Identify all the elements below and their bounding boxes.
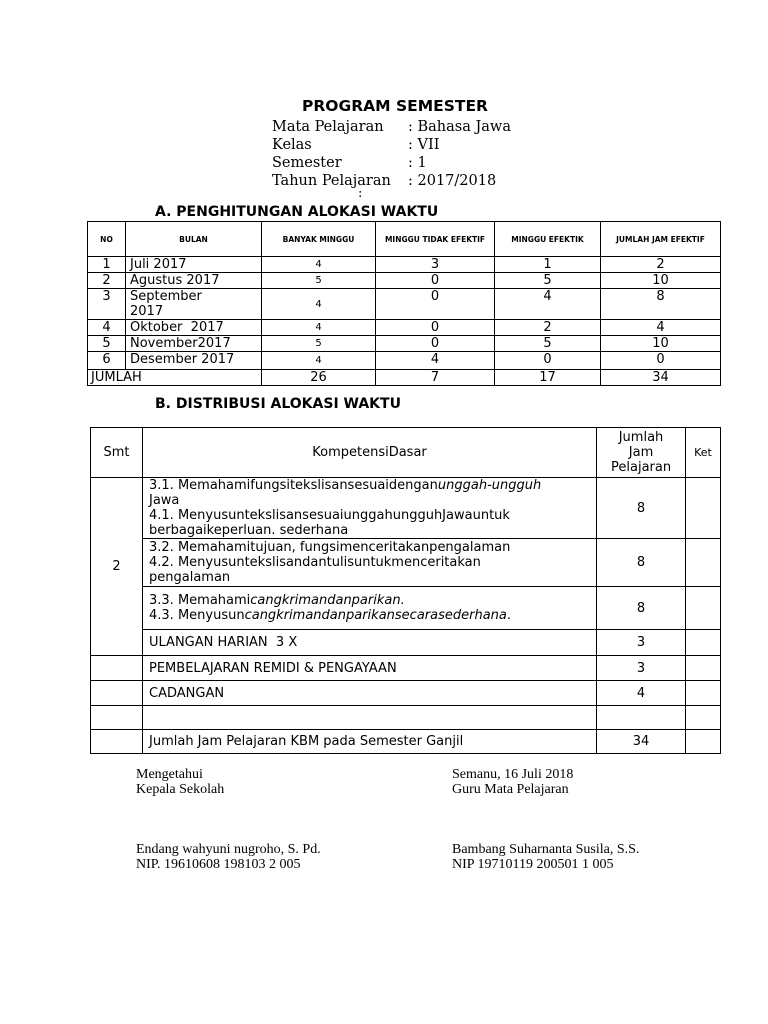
signature-left-nip: NIP. 19610608 198103 2 005 bbox=[136, 857, 301, 872]
cell-bulan: Desember 2017 bbox=[126, 352, 262, 370]
info-label: Mata Pelajaran bbox=[272, 119, 384, 135]
table-row-empty bbox=[91, 706, 721, 730]
info-row-kelas bbox=[272, 136, 439, 154]
table-row bbox=[91, 587, 721, 630]
cell-jumlah-jam: 2 bbox=[601, 257, 721, 273]
cell-bulan: Agustus 2017 bbox=[126, 273, 262, 289]
cell-jumlah-jam: 8 bbox=[597, 587, 686, 630]
cell-ket bbox=[686, 656, 721, 681]
cell-bulan: September 2017 bbox=[126, 289, 262, 320]
cell-banyak-minggu: 4 bbox=[262, 352, 376, 370]
cell-ket bbox=[686, 478, 721, 539]
cell-jumlah-label: Jumlah Jam Pelajaran KBM pada Semester Ganjil bbox=[143, 730, 597, 754]
cell-minggu-efektif: 5 bbox=[495, 336, 601, 352]
cell-minggu-tidak-efektif: 0 bbox=[376, 320, 495, 336]
kd-line: 4.1. MenyusuntekslisansesuaiunggahungguhJawauntuk bbox=[149, 508, 510, 523]
kd-line bbox=[149, 593, 591, 608]
signature-right-name: Bambang Suharnanta Susila, S.S. bbox=[452, 842, 640, 857]
kd-text: 3.3. Memahami bbox=[149, 593, 251, 608]
cell-minggu-efektif: 5 bbox=[495, 273, 601, 289]
cell-kompetensi-dasar bbox=[143, 478, 597, 539]
info-label: Tahun Pelajaran bbox=[272, 173, 391, 189]
kd-text: 3.1. Memahamifungsitekslisansesuaidengan bbox=[149, 478, 438, 493]
cell-bulan: November2017 bbox=[126, 336, 262, 352]
cell-smt: 2 bbox=[91, 478, 143, 656]
header-jumlah-jam-efektif: JUMLAH JAM EFEKTIF bbox=[601, 222, 721, 257]
cell-smt-empty bbox=[91, 730, 143, 754]
info-label: Semester bbox=[272, 155, 342, 171]
section-a-heading: A. PENGHITUNGAN ALOKASI WAKTU bbox=[155, 204, 439, 220]
cell-empty bbox=[91, 706, 143, 730]
cell-empty bbox=[686, 706, 721, 730]
header-no: NO bbox=[88, 222, 126, 257]
header-ket: Ket bbox=[686, 428, 721, 478]
table-total-row bbox=[91, 730, 721, 754]
cell-no: 4 bbox=[88, 320, 126, 336]
signature-right-line1: Semanu, 16 Juli 2018 bbox=[452, 767, 574, 782]
table-row bbox=[91, 539, 721, 587]
cell-minggu-tidak-efektif: 0 bbox=[376, 273, 495, 289]
header-banyak-minggu: BANYAK MINGGU bbox=[262, 222, 376, 257]
cell-minggu-efektif: 4 bbox=[495, 289, 601, 320]
header-kompetensi-dasar: KompetensiDasar bbox=[143, 428, 597, 478]
distribution-table bbox=[90, 427, 721, 754]
cell-minggu-efektif: 2 bbox=[495, 320, 601, 336]
table-total-row bbox=[88, 370, 721, 386]
kd-text: . bbox=[506, 608, 512, 623]
cell-jumlah-jam: 0 bbox=[601, 352, 721, 370]
kd-line: berbagaikeperluan. sederhana bbox=[149, 523, 349, 538]
cell-minggu-tidak-efektif: 0 bbox=[376, 336, 495, 352]
cell-jumlah-jam: 3 bbox=[597, 630, 686, 656]
info-label: Kelas bbox=[272, 137, 312, 153]
cell-jumlah-jam: 8 bbox=[601, 289, 721, 320]
cell-ulangan-harian: ULANGAN HARIAN 3 X bbox=[143, 630, 597, 656]
cell-jumlah-jam: 10 bbox=[601, 336, 721, 352]
cell-banyak-minggu: 4 bbox=[262, 320, 376, 336]
allocation-table bbox=[87, 221, 721, 386]
table-row bbox=[91, 656, 721, 681]
cell-minggu-tidak-efektif: 0 bbox=[376, 289, 495, 320]
kd-text: 4.3. Menyusun bbox=[149, 608, 245, 623]
cell-no: 6 bbox=[88, 352, 126, 370]
table-row bbox=[91, 630, 721, 656]
info-row-tahun-pelajaran bbox=[272, 172, 496, 190]
cell-jumlah-jam: 8 bbox=[597, 478, 686, 539]
cell-minggu-tidak-efektif: 4 bbox=[376, 352, 495, 370]
cell-banyak-minggu: 4 bbox=[262, 289, 376, 320]
kd-text-italic: cangkrimandanparikan. bbox=[250, 593, 405, 608]
cell-jumlah-jam: 8 bbox=[597, 539, 686, 587]
table-header-row bbox=[91, 428, 721, 478]
cell-bulan: Juli 2017 bbox=[126, 257, 262, 273]
cell-ket bbox=[686, 539, 721, 587]
cell-no: 1 bbox=[88, 257, 126, 273]
cell-remidi-pengayaan: PEMBELAJARAN REMIDI & PENGAYAAN bbox=[143, 656, 597, 681]
cell-no: 5 bbox=[88, 336, 126, 352]
cell-cadangan: CADANGAN bbox=[143, 681, 597, 706]
table-row bbox=[88, 273, 721, 289]
kd-line: Jawa bbox=[149, 493, 180, 508]
header-bulan: BULAN bbox=[126, 222, 262, 257]
cell-jumlah-jam: 10 bbox=[601, 273, 721, 289]
section-b-heading: B. DISTRIBUSI ALOKASI WAKTU bbox=[155, 396, 401, 412]
cell-total-label: JUMLAH bbox=[88, 370, 262, 386]
kd-line bbox=[149, 608, 591, 623]
cell-empty bbox=[143, 706, 597, 730]
cell-total-banyak-minggu: 26 bbox=[262, 370, 376, 386]
signature-left-line1: Mengetahui bbox=[136, 767, 203, 782]
cell-minggu-efektif: 1 bbox=[495, 257, 601, 273]
signature-right-line2: Guru Mata Pelajaran bbox=[452, 782, 569, 797]
info-row-mata-pelajaran bbox=[272, 118, 511, 136]
cell-jumlah-jam: 4 bbox=[597, 681, 686, 706]
table-row bbox=[91, 681, 721, 706]
cell-minggu-efektif: 0 bbox=[495, 352, 601, 370]
cell-bulan: Oktober 2017 bbox=[126, 320, 262, 336]
table-header-row bbox=[88, 222, 721, 257]
cell-ket bbox=[686, 587, 721, 630]
info-row-semester bbox=[272, 154, 427, 172]
kd-line bbox=[149, 478, 591, 493]
signature-left-name: Endang wahyuni nugroho, S. Pd. bbox=[136, 842, 321, 857]
cell-empty bbox=[597, 706, 686, 730]
table-row bbox=[88, 320, 721, 336]
info-value: : 2017/2018 bbox=[408, 173, 497, 189]
kd-text-italic: unggah-ungguh bbox=[437, 478, 542, 493]
info-value: : VII bbox=[408, 137, 440, 153]
info-value: : 1 bbox=[408, 155, 427, 171]
signature-left-line2: Kepala Sekolah bbox=[136, 782, 225, 797]
cell-kompetensi-dasar bbox=[143, 587, 597, 630]
cell-ket bbox=[686, 730, 721, 754]
cell-jumlah-total: 34 bbox=[597, 730, 686, 754]
info-value: : Bahasa Jawa bbox=[408, 119, 511, 135]
cell-minggu-tidak-efektif: 3 bbox=[376, 257, 495, 273]
cell-smt-empty bbox=[91, 681, 143, 706]
cell-no: 2 bbox=[88, 273, 126, 289]
cell-banyak-minggu: 5 bbox=[262, 336, 376, 352]
header-minggu-efektik: MINGGU EFEKTIK bbox=[495, 222, 601, 257]
table-row bbox=[91, 478, 721, 539]
kd-text-italic: cangkrimandanparikansecarasederhana bbox=[244, 608, 507, 623]
cell-ket bbox=[686, 630, 721, 656]
table-row bbox=[88, 289, 721, 320]
kd-line: 3.2. Memahamitujuan, fungsimenceritakanpengalaman bbox=[149, 540, 511, 555]
header-minggu-tidak-efektif: MINGGU TIDAK EFEKTIF bbox=[376, 222, 495, 257]
info-extra-colon: : bbox=[358, 186, 363, 201]
header-jumlah-jam-pelajaran: Jumlah Jam Pelajaran bbox=[597, 428, 686, 478]
signature-right-nip: NIP 19710119 200501 1 005 bbox=[452, 857, 614, 872]
cell-banyak-minggu: 5 bbox=[262, 273, 376, 289]
cell-total-minggu-efektif: 17 bbox=[495, 370, 601, 386]
table-row bbox=[88, 336, 721, 352]
cell-total-jumlah-jam: 34 bbox=[601, 370, 721, 386]
cell-banyak-minggu: 4 bbox=[262, 257, 376, 273]
page-title: PROGRAM SEMESTER bbox=[302, 97, 488, 115]
kd-line: 4.2. Menyusuntekslisandantulisuntukmenceritakan bbox=[149, 555, 481, 570]
cell-kompetensi-dasar bbox=[143, 539, 597, 587]
header-smt: Smt bbox=[91, 428, 143, 478]
cell-ket bbox=[686, 681, 721, 706]
table-row bbox=[88, 352, 721, 370]
table-row bbox=[88, 257, 721, 273]
cell-jumlah-jam: 4 bbox=[601, 320, 721, 336]
cell-jumlah-jam: 3 bbox=[597, 656, 686, 681]
cell-total-minggu-tidak-efektif: 7 bbox=[376, 370, 495, 386]
cell-smt-empty bbox=[91, 656, 143, 681]
kd-line: pengalaman bbox=[149, 570, 231, 585]
cell-no: 3 bbox=[88, 289, 126, 320]
